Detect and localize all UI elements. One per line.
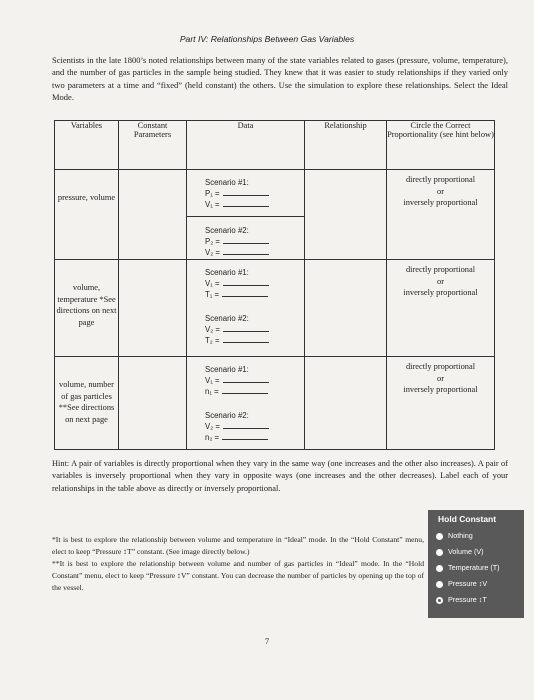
radio-pressure-v[interactable] xyxy=(428,576,524,592)
radio-label: Pressure ↕T xyxy=(448,595,487,604)
hold-constant-title: Hold Constant xyxy=(438,514,497,524)
answer-blank[interactable] xyxy=(223,188,269,196)
proportionality-cell[interactable] xyxy=(387,260,495,357)
table-row xyxy=(55,260,495,357)
hint-paragraph: Hint: A pair of variables is directly proportional when they vary in the same way (one increases and the other also increases). A pair of variables is inversely proportional when they vary in opposite ways (one increases and the other decreases). Label each of your relationships in the table above as directly or inversely proportional. xyxy=(52,459,508,493)
header-data: Data xyxy=(187,121,305,170)
answer-blank[interactable] xyxy=(223,421,269,429)
option-direct[interactable]: directly proportional xyxy=(405,175,476,184)
radio-label: Volume (V) xyxy=(448,547,484,556)
scenario-label: Scenario #2: xyxy=(205,411,249,420)
page-number: 7 xyxy=(264,636,270,646)
radio-icon[interactable] xyxy=(436,565,443,572)
radio-label: Pressure ↕V xyxy=(448,579,488,588)
data-label: V₂ = xyxy=(205,422,220,431)
option-inverse[interactable]: inversely proportional xyxy=(403,288,478,297)
option-or: or xyxy=(437,276,444,286)
option-or: or xyxy=(437,373,444,383)
header-variables: Variables xyxy=(55,121,119,170)
answer-blank[interactable] xyxy=(223,324,269,332)
relationship-cell[interactable] xyxy=(305,357,387,450)
header-constant-parameters: Constant Parameters xyxy=(119,121,187,170)
note-volume-temperature: *It is best to explore the relationship between volume and temperature in “Ideal” mode. In the “Hold Constant” menu, elect to keep “Pressure ↕T” constant. (See image directly below.) xyxy=(52,535,424,557)
radio-nothing[interactable] xyxy=(428,528,524,544)
answer-blank[interactable] xyxy=(223,335,269,343)
data-cell xyxy=(187,357,305,450)
option-inverse[interactable]: inversely proportional xyxy=(403,385,478,394)
data-cell xyxy=(187,260,305,357)
radio-pressure-t[interactable] xyxy=(428,592,524,608)
scenario-label: Scenario #1: xyxy=(205,268,249,277)
section-title: Part IV: Relationships Between Gas Variables xyxy=(179,34,355,44)
data-label: V₂ = xyxy=(205,325,220,334)
data-cell xyxy=(187,170,305,260)
table-row xyxy=(55,170,495,260)
data-label: T₂ = xyxy=(205,336,220,345)
scenario-label: Scenario #2: xyxy=(205,314,249,323)
constant-parameters-cell[interactable] xyxy=(119,260,187,357)
scenario-label: Scenario #1: xyxy=(205,178,249,187)
option-direct[interactable]: directly proportional xyxy=(405,265,476,274)
variables-cell: volume, number of gas particles **See directions on next page xyxy=(55,357,119,450)
data-label: V₁ = xyxy=(205,200,220,209)
radio-label: Temperature (T) xyxy=(448,563,500,572)
relationship-cell[interactable] xyxy=(305,170,387,260)
header-relationship: Relationship xyxy=(305,121,387,170)
scenario-label: Scenario #1: xyxy=(205,365,249,374)
radio-icon[interactable] xyxy=(436,581,443,588)
data-label: P₂ = xyxy=(205,237,220,246)
relationship-cell[interactable] xyxy=(305,260,387,357)
header-proportionality: Circle the Correct Proportionality (see hint below) xyxy=(387,121,495,170)
answer-blank[interactable] xyxy=(223,375,269,383)
constant-parameters-cell[interactable] xyxy=(119,170,187,260)
data-label: T₁ = xyxy=(205,290,220,299)
radio-icon[interactable] xyxy=(436,549,443,556)
option-inverse[interactable]: inversely proportional xyxy=(403,198,478,207)
table-header-row xyxy=(55,121,495,170)
data-label: P₁ = xyxy=(205,189,220,198)
radio-volume[interactable] xyxy=(428,544,524,560)
table-row xyxy=(55,357,495,450)
radio-label: Nothing xyxy=(448,531,473,540)
scenario-label: Scenario #2: xyxy=(205,226,249,235)
answer-blank[interactable] xyxy=(222,289,268,297)
data-label: V₁ = xyxy=(205,279,220,288)
intro-paragraph: Scientists in the late 1800’s noted relationships between many of the state variables related to gases (pressure, volume, temperature), and the number of gas particles in the sample being studied. They knew that it was easier to study relationships if they varied only two parameters at a time and “fixed” (held constant) the others. Use the simulation to explore these relationships. Select the Ideal Mode. xyxy=(52,55,508,103)
data-label: n₁ = xyxy=(205,387,219,396)
data-label: V₁ = xyxy=(205,376,220,385)
answer-blank[interactable] xyxy=(223,247,269,255)
answer-blank[interactable] xyxy=(222,432,268,440)
directions-notes xyxy=(52,534,424,594)
data-label: V₂ = xyxy=(205,248,220,257)
option-direct[interactable]: directly proportional xyxy=(405,362,476,371)
note-volume-particles: **It is best to explore the relationship between volume and number of gas particles in “Ideal” mode. In the “Hold Constant” menu, elect to keep “Pressure ↕V” constant. You can decrease the number of particles by opening up the top of the vessel. xyxy=(52,559,424,593)
answer-blank[interactable] xyxy=(222,386,268,394)
radio-selected-icon[interactable] xyxy=(436,597,443,604)
hold-constant-panel xyxy=(428,510,524,618)
answer-blank[interactable] xyxy=(223,236,269,244)
answer-blank[interactable] xyxy=(223,278,269,286)
proportionality-cell[interactable] xyxy=(387,170,495,260)
radio-temperature[interactable] xyxy=(428,560,524,576)
data-label: n₂ = xyxy=(205,433,220,442)
radio-icon[interactable] xyxy=(436,533,443,540)
option-or: or xyxy=(437,186,444,196)
variables-cell: volume, temperature *See directions on next page xyxy=(55,260,119,357)
constant-parameters-cell[interactable] xyxy=(119,357,187,450)
proportionality-cell[interactable] xyxy=(387,357,495,450)
answer-blank[interactable] xyxy=(223,199,269,207)
gas-relationships-table xyxy=(54,120,495,450)
variables-cell: pressure, volume xyxy=(55,170,119,260)
